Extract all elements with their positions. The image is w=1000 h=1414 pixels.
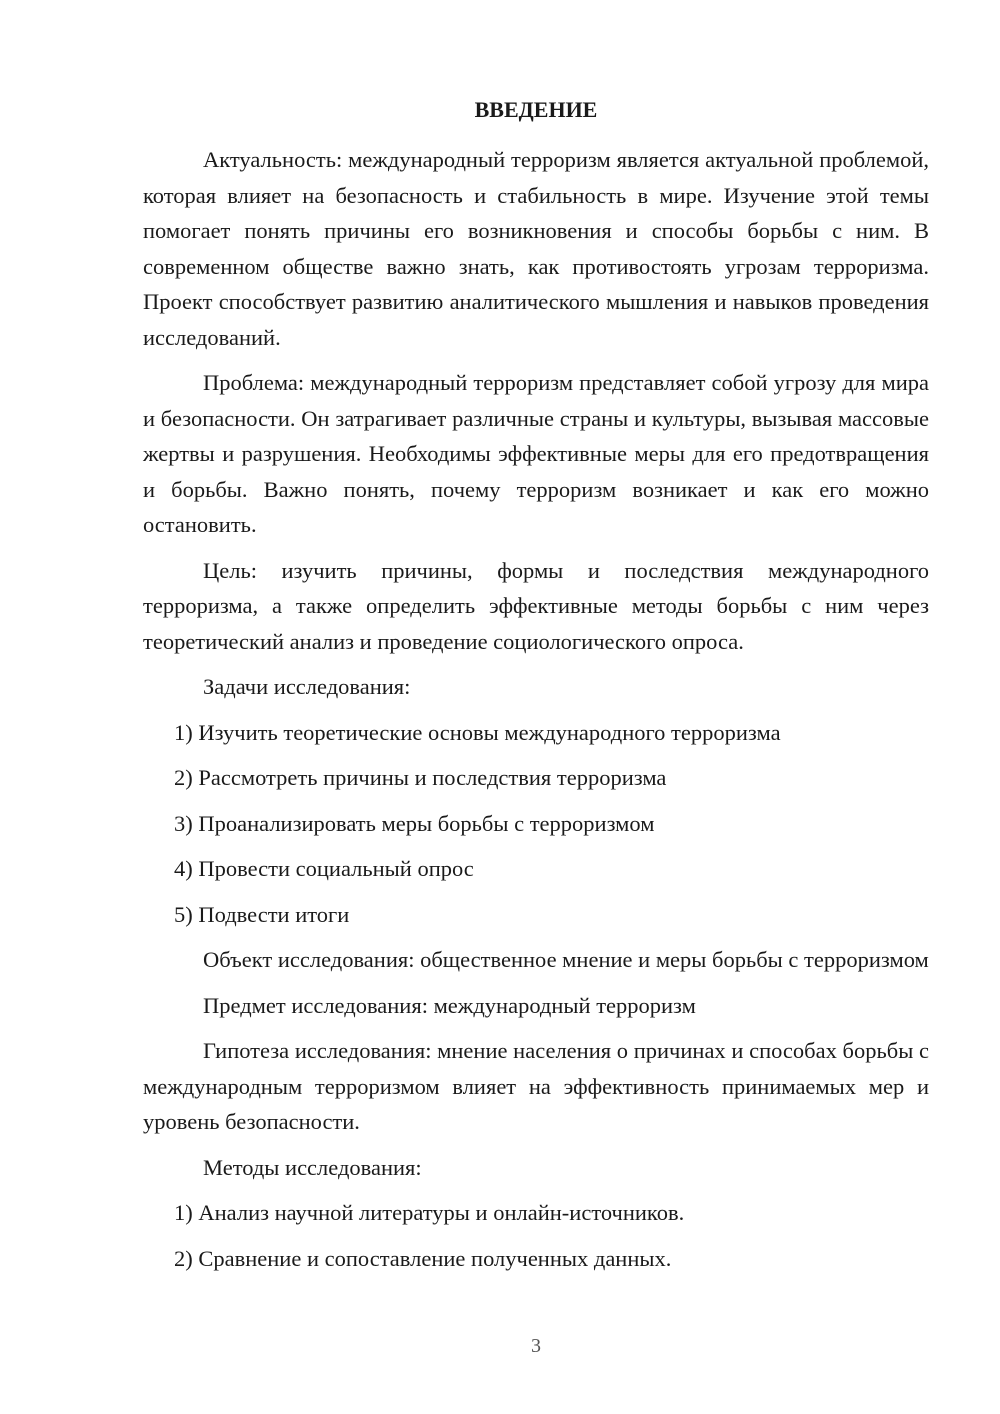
list-item: 2) Рассмотреть причины и последствия терроризма bbox=[174, 765, 667, 790]
list-item: 3) Проанализировать меры борьбы с терроризмом bbox=[174, 810, 655, 836]
goal-paragraph: Цель: изучить причины, формы и последствия международного терроризма, а также определить эффективные методы борьбы с ним через теоретический анализ и проведение социологического опроса. bbox=[143, 557, 929, 654]
list-item: 1) Анализ научной литературы и онлайн-источников. bbox=[174, 1200, 685, 1225]
list-item: 5) Подвести итоги bbox=[174, 901, 350, 927]
section-title: ВВЕДЕНИЕ bbox=[474, 97, 598, 122]
problem-paragraph: Проблема: международный терроризм представляет собой угрозу для мира и безопасности. Он затрагивает различные страны и культуры, вызывая массовые жертвы и разрушения. Необходимы эффективные меры для его предотвращения и борьбы. Важно понять, почему терроризм возникает и как его можно остановить. bbox=[143, 370, 929, 537]
tasks-heading: Задачи исследования: bbox=[203, 674, 411, 699]
list-item: 1) Изучить теоретические основы международного терроризма bbox=[174, 719, 781, 745]
tasks-list bbox=[143, 715, 929, 933]
relevance-paragraph: Актуальность: международный терроризм является актуальной проблемой, которая влияет на безопасность и стабильность в мире. Изучение этой темы помогает понять причины его возникновения и способы борьбы с ним. В современном обществе важно знать, как противостоять угрозам терроризма. Проект способствует развитию аналитического мышления и навыков проведения исследований. bbox=[143, 147, 929, 350]
methods-list bbox=[143, 1195, 929, 1276]
list-item: 4) Провести социальный опрос bbox=[174, 856, 474, 881]
hypothesis-paragraph: Гипотеза исследования: мнение населения о причинах и способах борьбы с международным терроризмом влияет на эффективность принимаемых мер и уровень безопасности. bbox=[143, 1038, 929, 1134]
methods-heading: Методы исследования: bbox=[203, 1154, 422, 1180]
subject-paragraph: Предмет исследования: международный терроризм bbox=[203, 992, 696, 1018]
object-paragraph: Объект исследования: общественное мнение и меры борьбы с терроризмом bbox=[203, 947, 929, 972]
document-page bbox=[143, 96, 929, 1286]
list-item: 2) Сравнение и сопоставление полученных данных. bbox=[174, 1245, 672, 1271]
page-number: 3 bbox=[531, 1335, 541, 1357]
